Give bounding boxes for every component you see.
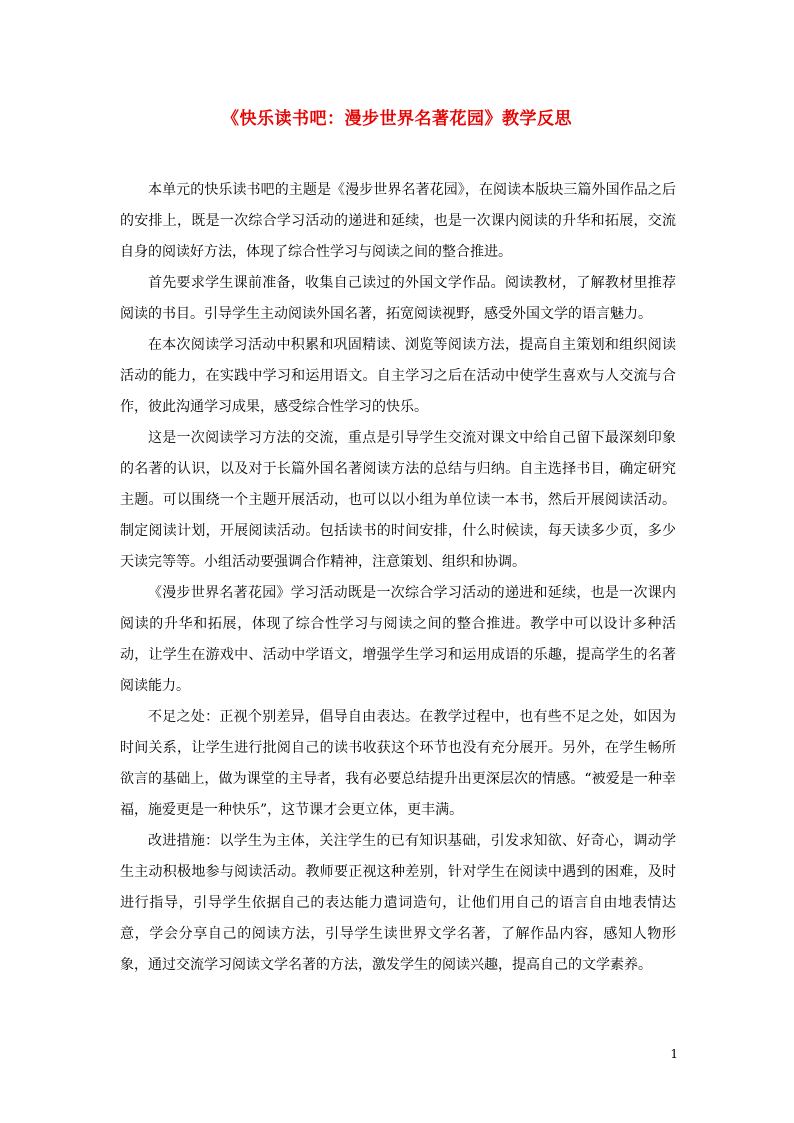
page-number: 1 xyxy=(670,1047,678,1061)
document-title: 《快乐读书吧：漫步世界名著花园》教学反思 xyxy=(222,109,572,129)
paragraph: 在本次阅读学习活动中积累和巩固精读、浏览等阅读方法，提高自主策划和组织阅读活动的能力，在实践中学习和运用语文。自主学习之后在活动中使学生喜欢与人交流与合作，彼此沟通学习成果，感受综合性学习的快乐。 xyxy=(120,337,676,415)
paragraph: 不足之处：正视个别差异，倡导自由表达。在教学过程中，也有些不足之处，如因为时间关系，让学生进行批阅自己的读书收获这个环节也没有充分展开。另外，在学生畅所欲言的基础上，做为课堂的主导者，我有必要总结提升出更深层次的情感。“被爱是一种幸福，施爱更是一种快乐”，这节课才会更立体，更丰满。 xyxy=(120,709,676,818)
paragraph: 首先要求学生课前准备，收集自己读过的外国文学作品。阅读教材，了解教材里推荐阅读的书目。引导学生主动阅读外国名著，拓宽阅读视野，感受外国文学的语言魅力。 xyxy=(120,275,676,322)
paragraph: 改进措施：以学生为主体，关注学生的已有知识基础，引发求知欲、好奇心，调动学生主动积极地参与阅读活动。教师要正视这种差别，针对学生在阅读中遇到的困难，及时进行指导，引导学生依据自己的表达能力遣词造句，让他们用自己的语言自由地表情达意，学会分享自己的阅读方法，引导学生读世界文学名著，了解作品内容，感知人物形象，通过交流学习阅读文学名著的方法，激发学生的阅读兴趣，提高自己的文学素养。 xyxy=(120,833,676,973)
paragraph: 本单元的快乐读书吧的主题是《漫步世界名著花园》，在阅读本版块三篇外国作品之后的安排上，既是一次综合学习活动的递进和延续，也是一次课内阅读的升华和拓展，交流自身的阅读好方法，体现了综合性学习与阅读之间的整合推进。 xyxy=(120,182,676,260)
document-body xyxy=(120,175,676,981)
paragraph: 这是一次阅读学习方法的交流，重点是引导学生交流对课文中给自己留下最深刻印象的名著的认识，以及对于长篇外国名著阅读方法的总结与归纳。自主选择书目，确定研究主题。可以围绕一个主题开展活动，也可以以小组为单位读一本书，然后开展阅读活动。制定阅读计划，开展阅读活动。包括读书的时间安排，什么时候读，每天读多少页，多少天读完等等。小组活动要强调合作精神，注意策划、组织和协调。 xyxy=(120,430,676,570)
paragraph: 《漫步世界名著花园》学习活动既是一次综合学习活动的递进和延续，也是一次课内阅读的升华和拓展，体现了综合性学习与阅读之间的整合推进。教学中可以设计多种活动，让学生在游戏中、活动中学语文，增强学生学习和运用成语的乐趣，提高学生的名著阅读能力。 xyxy=(120,585,676,694)
